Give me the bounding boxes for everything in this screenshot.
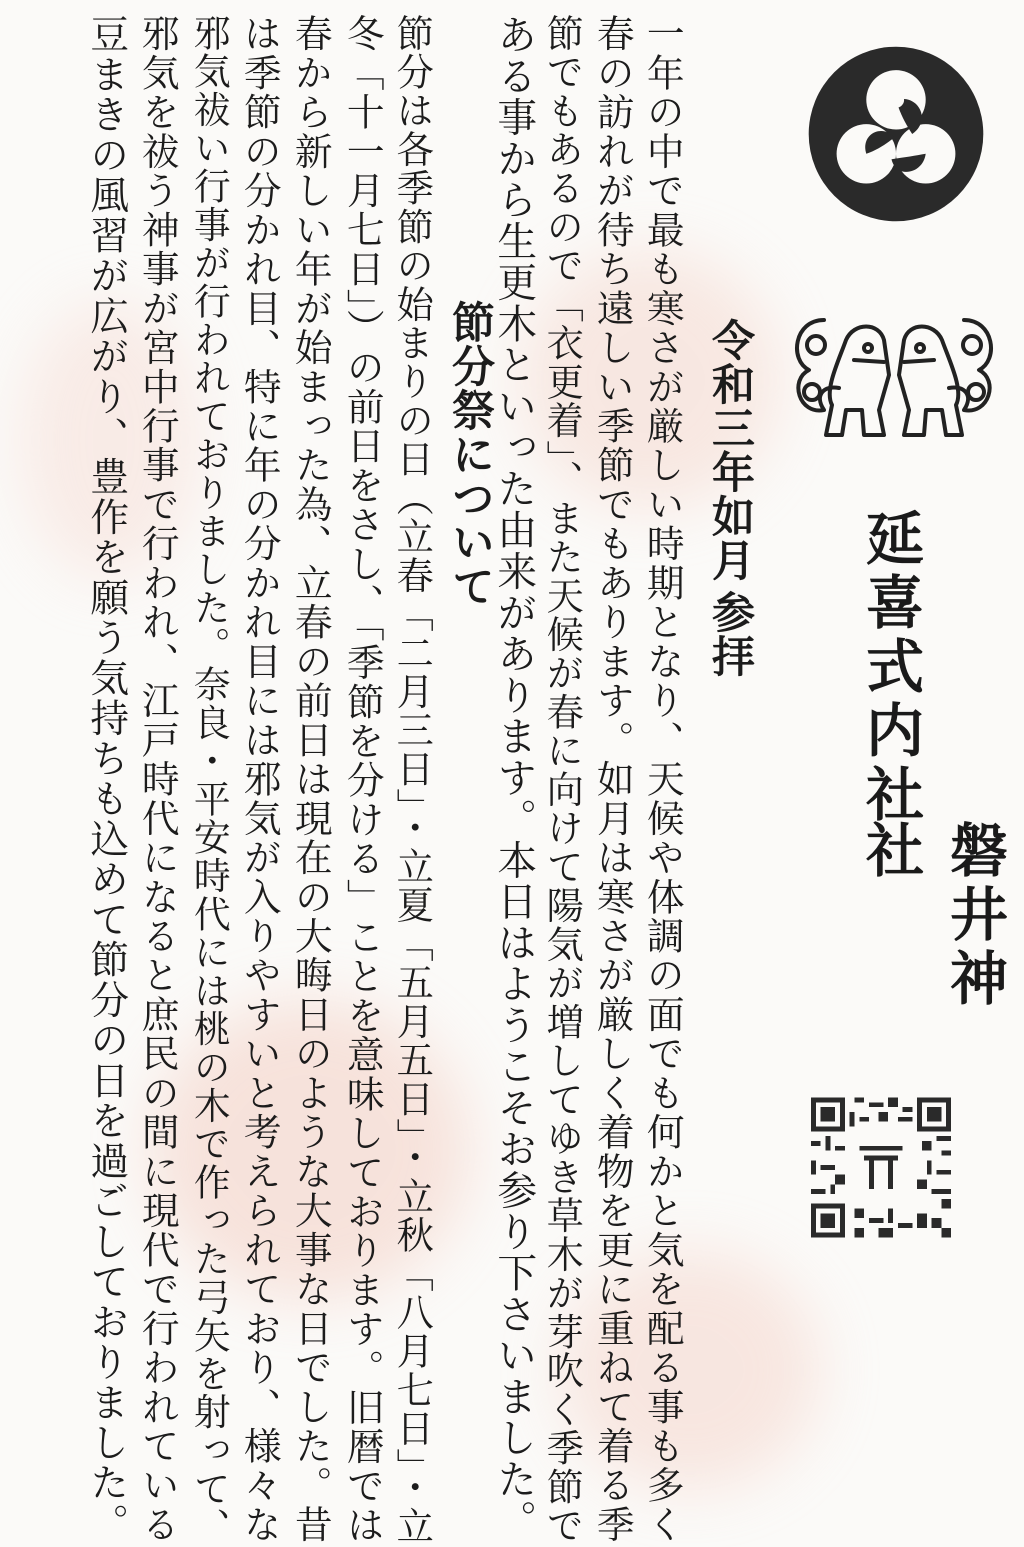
section-column: は季節の分かれ目、特に年の分かれ目には邪気が入りやすいと考えられており、様々な [237, 14, 282, 1544]
greeting-text: 参拝 [705, 590, 755, 678]
section-column: 邪気祓い行事が行われておりました。奈良・平安時代には桃の木で作った弓矢を射って、 [187, 14, 231, 1546]
intro-column: 一年の中で最も寒さが厳しい時期となり、天候や体調の面でも何かと気を配る事も多く [640, 14, 685, 1544]
section-column: 邪気を祓う神事が宮中行事で行われ、江戸時代になると庶民の間に現代で行われている [135, 14, 180, 1544]
date-text: 令和三年如月 [705, 318, 755, 582]
greeting-line [700, 590, 761, 678]
shrine-name [848, 508, 1008, 1048]
section-heading: 節分祭について [445, 300, 495, 608]
section-column: 冬「十一月七日」）の前日をさし、「季節を分ける」ことを意味しております。旧暦では [340, 14, 385, 1545]
section-column: 春から新しい年が始まった為、立春の前日は現在の大晦日のような大事な日でした。昔 [288, 14, 333, 1544]
intro-column: 春の訪れが待ち遠しい季節でもあります。如月は寒さが厳しく着物を更に重ねて着る季 [590, 14, 635, 1544]
section-column: 豆まきの風習が広がり、豊作を願う気持ちも込めて節分の日を過ごしておりました。 [83, 14, 129, 1544]
intro-column: ある事から生更木といった由来があります。本日はようこそお参り下さいました。 [490, 14, 537, 1541]
date-line [700, 318, 761, 582]
intro-column: 節でもあるので「衣更着」、また天候が春に向けて陽気が増してゆき草木が芽吹く季節で [540, 14, 585, 1545]
mitsudomoe-crest-icon [806, 44, 986, 224]
section-column: 節分は各季節の始まりの日（立春「二月三日」・立夏「五月五日」・立秋「八月七日」・立 [390, 14, 435, 1546]
shrine-name-line1: 延喜式内社 [856, 508, 924, 828]
shrine-name-line2: 磐井神社 [856, 820, 1008, 1012]
komainu-pair-icon [784, 300, 1004, 450]
qr-code-with-torii-icon [811, 1095, 951, 1240]
